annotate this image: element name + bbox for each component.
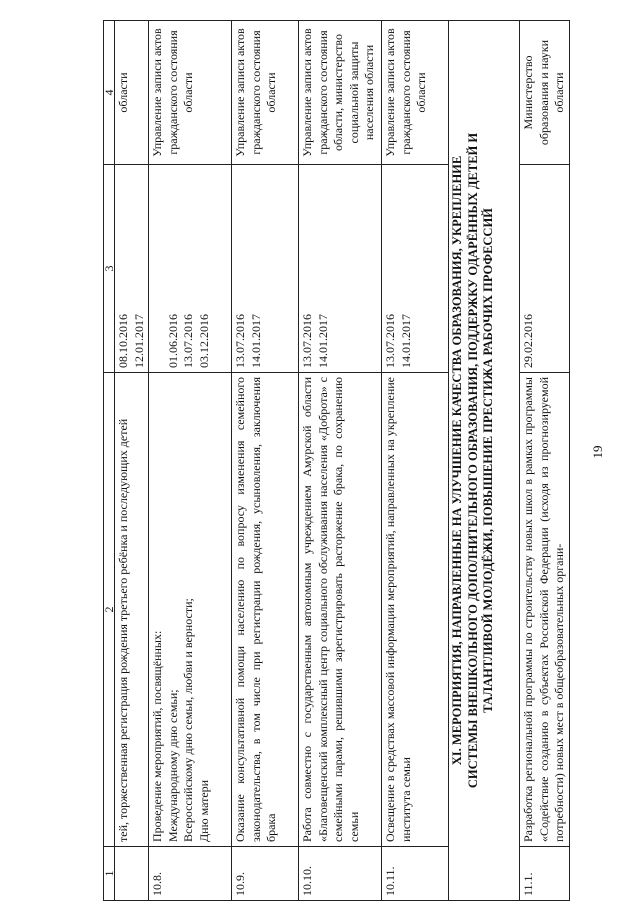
responsible-cell: области (115, 21, 149, 165)
description-cell: Освещение в средствах массовой информации мероприятий, направленных на укрепление института семьи (382, 373, 449, 847)
row-number: 10.11. (382, 847, 449, 901)
date-text: 13.07.2016 (233, 314, 247, 368)
table-row (299, 21, 382, 901)
responsible-cell: Министерство образования и науки области (520, 21, 570, 165)
date-text: 13.07.2016 (181, 314, 195, 368)
date-text: 01.06.2016 (165, 314, 180, 368)
description-cell: тей, торжественная регистрация рождения третьего ребёнка и последующих детей (115, 373, 149, 847)
table-row (520, 21, 570, 901)
table-header-row (104, 21, 115, 901)
column-header: 2 (104, 373, 115, 847)
section-heading (449, 21, 520, 901)
section-heading-row (449, 21, 520, 901)
row-number: 10.8. (149, 847, 232, 901)
column-header: 1 (104, 847, 115, 901)
dates-cell (299, 165, 382, 373)
dates-cell (149, 165, 232, 373)
dates-cell (520, 165, 570, 373)
date-text: 08.10.2016 (116, 314, 130, 368)
date-text (150, 169, 166, 368)
date-text: 14.01.2017 (398, 314, 413, 368)
date-text: 14.01.2017 (248, 314, 263, 368)
date-text: 12.01.2017 (131, 314, 146, 368)
column-header: 3 (104, 165, 115, 373)
description-line: Международному дню семьи; (165, 689, 180, 842)
page-number: 19 (590, 445, 605, 459)
description-line: Дню матери (196, 779, 211, 842)
responsible-cell: Управление записи актов гражданского состояния области (382, 21, 449, 165)
responsible-cell: Управление записи актов гражданского состояния области (149, 21, 232, 165)
date-text: 29.02.2016 (521, 314, 535, 368)
date-text: 03.12.2016 (196, 314, 211, 368)
row-number: 10.9. (232, 847, 299, 901)
column-header: 4 (104, 21, 115, 165)
description-cell: Разработка региональной программы по строительству новых школ в рамках программы «Содействие созданию в субъектах Российской Федерации (исходя из прогнозируемой потребности) новых мест в общеобразовательных органи- (520, 373, 570, 847)
description-cell (149, 373, 232, 847)
dates-cell (382, 165, 449, 373)
responsible-cell: Управление записи актов гражданского состояния области (232, 21, 299, 165)
description-cell: Оказание консультативной помощи населению по вопросу изменения семейного законодательства, в том числе при регистрации рождения, усыновления, заключения брака (232, 373, 299, 847)
responsible-cell: Управление записи актов гражданского состояния области, министерство социальной защиты населения области (299, 21, 382, 165)
table-row (382, 21, 449, 901)
section-heading-line: СИСТЕМЫ ВНЕШКОЛЬНОГО ДОПОЛНИТЕЛЬНОГО ОБРАЗОВАНИЯ, ПОДДЕРЖКУ ОДАРЁННЫХ ДЕТЕЙ И (465, 132, 480, 789)
section-heading-line: XI. МЕРОПРИЯТИЯ, НАПРАВЛЕННЫЕ НА УЛУЧШЕНИЕ КАЧЕСТВА ОБРАЗОВАНИЯ, УКРЕПЛЕНИЕ (450, 155, 464, 766)
row-number: 10.10. (299, 847, 382, 901)
date-text: 13.07.2016 (300, 314, 314, 368)
description-cell: Работа совместно с государственным автономным учреждением Амурской области «Благовещенский комплексный центр социального обслуживания населения «Доброта» с семейными парами, решившими зарегистрировать расторжение брака, по сохранению семьи (299, 373, 382, 847)
description-line: Всероссийскому дню семьи, любви и верности; (181, 598, 195, 842)
description-line: Проведение мероприятий, посвящённых: (150, 630, 164, 842)
table-row (232, 21, 299, 901)
dates-cell (232, 165, 299, 373)
dates-cell (115, 165, 149, 373)
row-number: 11.1. (520, 847, 570, 901)
table-row (115, 21, 149, 901)
date-text: 14.01.2017 (315, 314, 330, 368)
table-row (149, 21, 232, 901)
date-text: 13.07.2016 (383, 314, 397, 368)
section-heading-line: ТАЛАНТЛИВОЙ МОЛОДЁЖИ, ПОВЫШЕНИЕ ПРЕСТИЖА РАБОЧИХ ПРОФЕССИЙ (481, 208, 495, 713)
row-number-cell (115, 847, 149, 901)
activities-table (103, 20, 570, 901)
